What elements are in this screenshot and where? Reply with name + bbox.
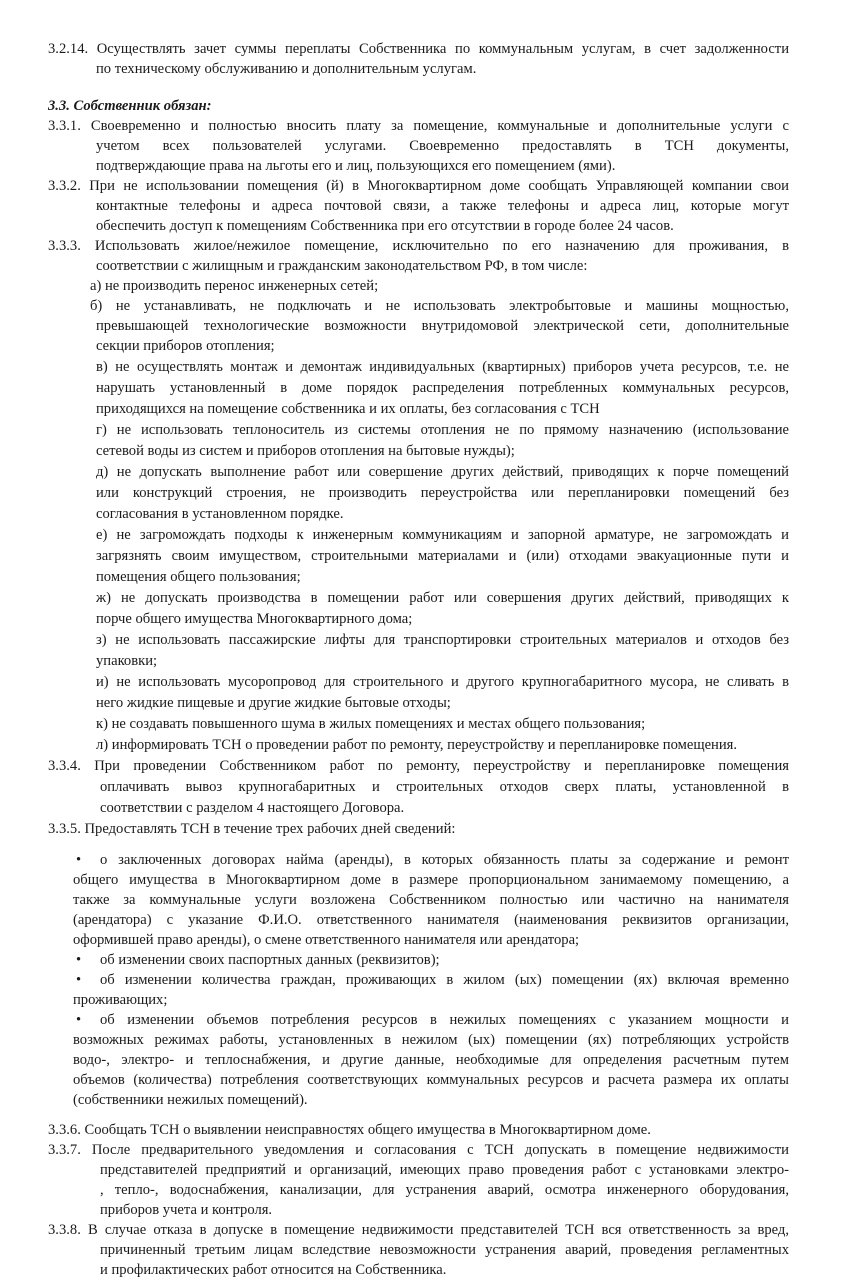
clause-3-3-6-line: 3.3.6. Сообщать ТСН о выявлении неисправностях общего имущества в Многоквартирном доме. [48, 1122, 651, 1138]
subitem-з-line: упаковки; [96, 653, 158, 669]
clause-3-3-2-line: контактные телефоны и адреса почтовой связи, а также телефоны и адреса лиц, которые могут [96, 198, 789, 214]
subitem-д-line: или конструкций строения, не производить переустройства или перепланировки помещений без [96, 485, 789, 501]
clause-3-3-8-line: и профилактических работ относится на Собственника. [100, 1262, 447, 1278]
bullet-icon: • [76, 852, 82, 868]
clause-3-3-2-line: обеспечить доступ к помещениям Собственника при его отсутствии в городе более 24 часов. [96, 218, 674, 234]
clause-3-3-7-line: представителей предприятий и организаций, имеющих право проведения работ с установками электро- [100, 1162, 789, 1178]
clause-3-2-14-line: по техническому обслуживанию и дополнительным услугам. [96, 61, 477, 77]
subitem-е-line: помещения общего пользования; [96, 569, 301, 585]
bullet-item-line: общего имущества в Многоквартирном доме в размере пропорциональном занимаемому помещению, а [73, 872, 789, 888]
subitem-к-line: к) не создавать повышенного шума в жилых помещениях и местах общего пользования; [96, 716, 646, 732]
clause-3-2-14-line: 3.2.14. Осуществлять зачет суммы переплаты Собственника по коммунальным услугам, в счет задолженности [48, 41, 789, 57]
subitem-а-line: а) не производить перенос инженерных сетей; [90, 278, 379, 294]
bullet-item-line: водо-, электро- и теплоснабжения, и другие данные, необходимые для определения расчетным путем [73, 1052, 789, 1068]
subitem-ж-line: порче общего имущества Многоквартирного дома; [96, 611, 413, 627]
clause-3-3-8-line: 3.3.8. В случае отказа в допуске в помещение недвижимости представителей ТСН вся ответственность за вред, [48, 1222, 789, 1238]
subitem-в-line: нарушать установленный в доме порядок распределения потребленных коммунальных ресурсов, [96, 380, 789, 396]
subitem-г-line: г) не использовать теплоноситель из системы отопления не по прямому назначению (использование [96, 422, 789, 438]
bullet-icon: • [76, 972, 82, 988]
clause-3-3-7-line: приборов учета и контроля. [100, 1202, 273, 1218]
clause-3-3-1-line: 3.3.1. Своевременно и полностью вносить плату за помещение, коммунальные и дополнительные услуги с [48, 118, 789, 134]
bullet-item-line: оформившей право аренды), о смене ответственного нанимателя или арендатора; [73, 932, 580, 948]
bullet-item-line: также за коммунальные услуги возложена Собственником полностью или частично на нанимателя [73, 892, 789, 908]
subitem-л-line: л) информировать ТСН о проведении работ по ремонту, переустройству и перепланировке помещения. [96, 737, 738, 753]
clause-3-3-3-line: соответствии с жилищным и гражданским законодательством РФ, в том числе: [96, 258, 588, 274]
subitem-и-line: и) не использовать мусоропровод для строительного и другого крупногабаритного мусора, не сливать в [96, 674, 789, 690]
clause-3-3-8-line: причиненный третьим лицам вследствие невозможности устранения аварий, проведения регламентных [100, 1242, 789, 1258]
bullet-item-line: объемов (количества) потребления соответствующих коммунальных ресурсов и расчета размера их оплаты [73, 1072, 789, 1088]
bullet-item-line: о заключенных договорах найма (аренды), в которых обязанность платы за содержание и ремонт [100, 852, 789, 868]
subitem-ж-line: ж) не допускать производства в помещении работ или совершения других действий, приводящих к [96, 590, 789, 606]
subitem-б-line: секции приборов отопления; [96, 338, 275, 354]
clause-3-3-4-line: соответствии с разделом 4 настоящего Договора. [100, 800, 405, 816]
bullet-icon: • [76, 1012, 82, 1028]
bullet-icon: • [76, 952, 82, 968]
clause-3-3-2-line: 3.3.2. При не использовании помещения (й) в Многоквартирном доме сообщать Управляющей компании свои [48, 178, 789, 194]
bullet-item-line: проживающих; [73, 992, 168, 1008]
subitem-б-line: превышающей технологические возможности внутридомовой электрической сети, дополнительные [96, 318, 789, 334]
subitem-в-line: в) не осуществлять монтаж и демонтаж индивидуальных (квартирных) приборов учета ресурсов, т.е. не [96, 359, 789, 375]
clause-3-3-7-line: 3.3.7. После предварительного уведомления и согласования с ТСН допускать в помещение недвижимости [48, 1142, 789, 1158]
bullet-item-line: (собственники нежилых помещений). [73, 1092, 308, 1108]
clause-3-3-1-line: подтверждающие права на льготы его и лиц, пользующихся его помещением (ями). [96, 158, 616, 174]
clause-3-3-1-line: учетом всех пользователей услугами. Своевременно предоставлять в ТСН документы, [96, 138, 789, 154]
subitem-з-line: з) не использовать пассажирские лифты для транспортировки строительных материалов и отходов без [96, 632, 789, 648]
subitem-е-line: загрязнять своим имуществом, строительными материалами и (или) отходами эвакуационные пути и [96, 548, 789, 564]
clause-3-3-4-line: 3.3.4. При проведении Собственником работ по ремонту, переустройству и перепланировке помещения [48, 758, 789, 774]
bullet-item-line: возможных режимах работы, установленных в нежилом (ых) помещении (ях) потребляющих устройств [73, 1032, 789, 1048]
bullet-item-line: об изменении объемов потребления ресурсов в нежилых помещениях с указанием мощности и [100, 1012, 789, 1028]
bullet-item-line: об изменении своих паспортных данных (реквизитов); [100, 952, 440, 968]
subitem-в-line: приходящихся на помещение собственника и их оплаты, без согласования с ТСН [96, 401, 600, 417]
bullet-item-line: об изменении количества граждан, проживающих в жилом (ых) помещении (ях) включая временно [100, 972, 789, 988]
clause-3-3-5-line: 3.3.5. Предоставлять ТСН в течение трех рабочих дней сведений: [48, 821, 456, 837]
bullet-item-line: (арендатора) с указание Ф.И.О. ответственного нанимателя (наименования реквизитов организации, [73, 912, 789, 928]
section-heading-3-3: 3.3. Собственник обязан: [48, 98, 212, 114]
clause-3-3-7-line: , тепло-, водоснабжения, канализации, для устранения аварий, осмотра инженерного оборудования, [100, 1182, 789, 1198]
subitem-г-line: сетевой воды из систем и приборов отопления на бытовые нужды); [96, 443, 515, 459]
subitem-д-line: д) не допускать выполнение работ или совершение других действий, приводящих к порче помещений [96, 464, 789, 480]
subitem-д-line: согласования в установленном порядке. [96, 506, 344, 522]
subitem-б-line: б) не устанавливать, не подключать и не использовать электробытовые и машины мощностью, [90, 298, 789, 314]
clause-3-3-4-line: оплачивать вывоз крупногабаритных и строительных отходов сверх платы, установленной в [100, 779, 789, 795]
clause-3-3-3-line: 3.3.3. Использовать жилое/нежилое помещение, исключительно по его назначению для проживания, в [48, 238, 789, 254]
subitem-и-line: него жидкие пищевые и другие жидкие бытовые отходы; [96, 695, 451, 711]
subitem-е-line: е) не загромождать подходы к инженерным коммуникациям и запорной арматуре, не загромождать и [96, 527, 789, 543]
